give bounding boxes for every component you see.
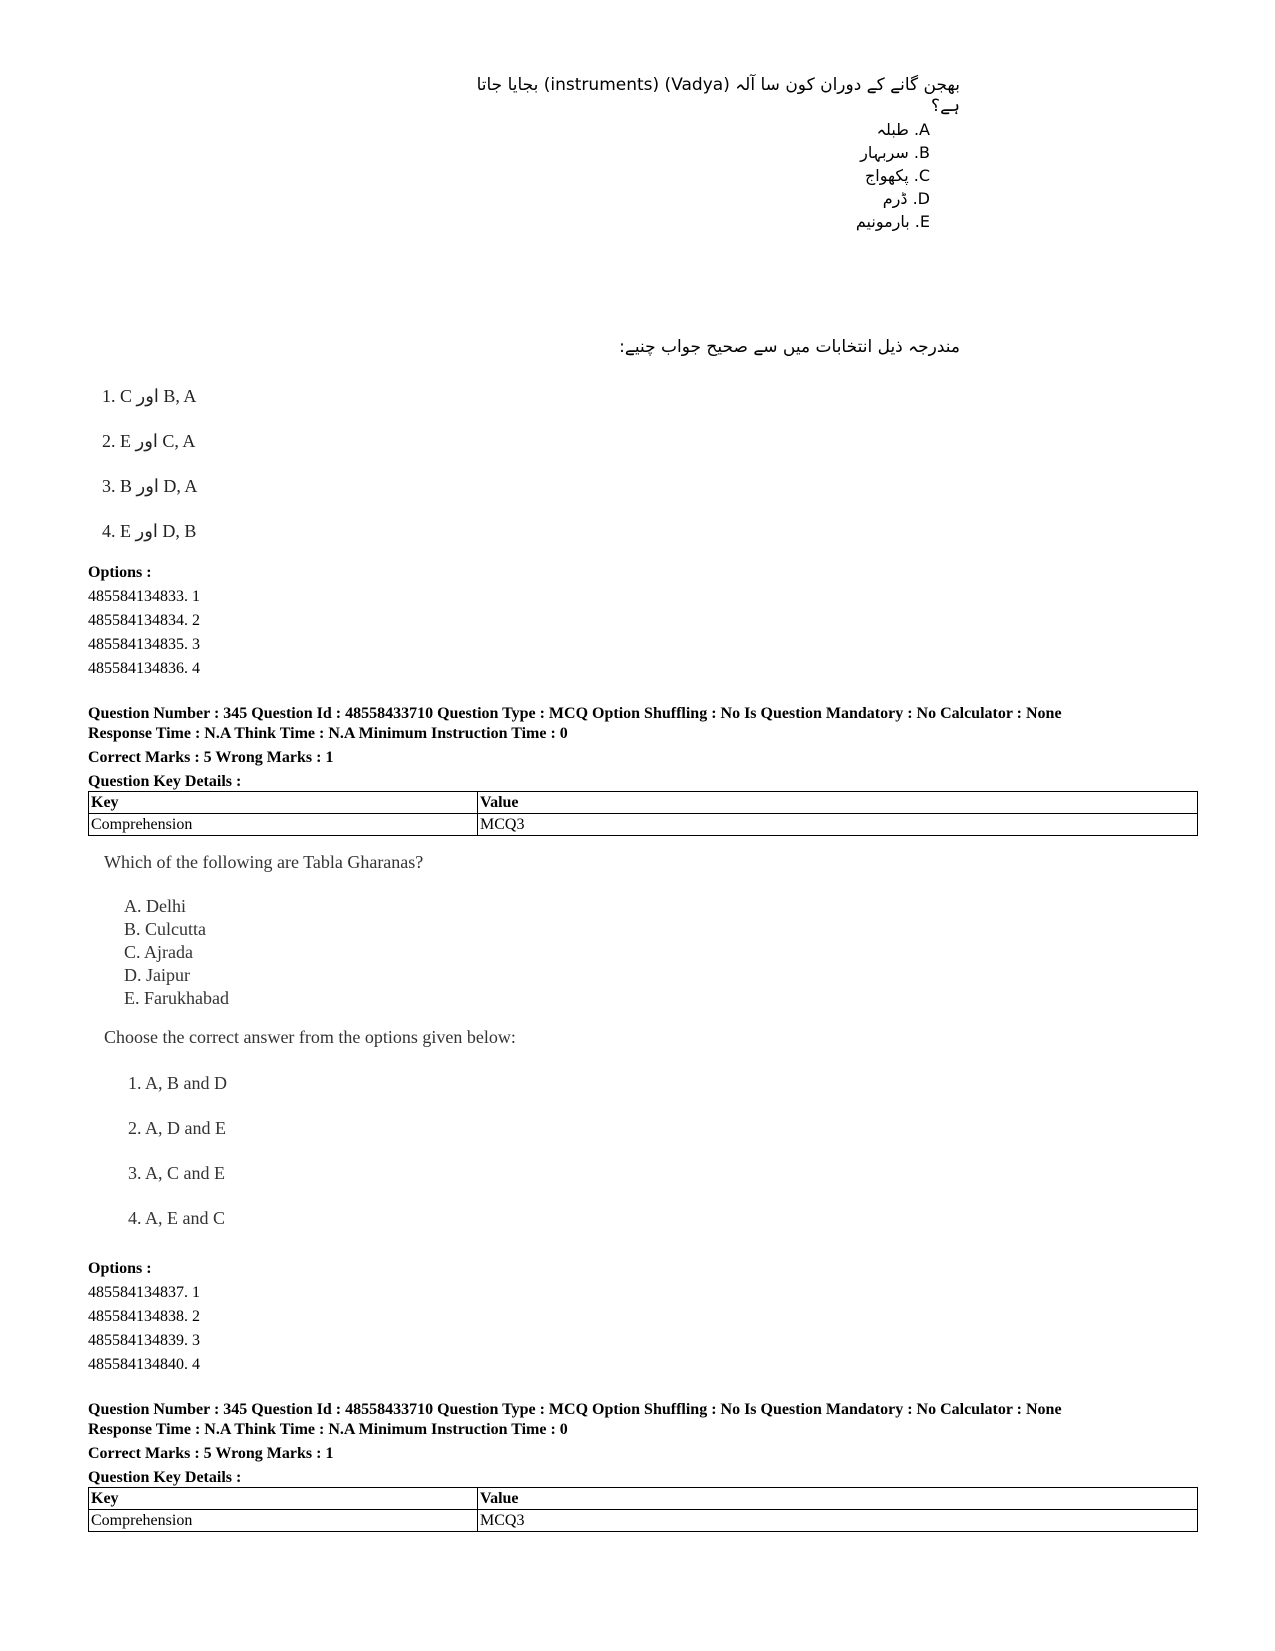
answer-choice: 4. E اور D, B — [102, 521, 197, 541]
marks-line: Correct Marks : 5 Wrong Marks : 1 — [88, 749, 334, 766]
meta-line: Question Number : 345 Question Id : 48558433710 Question Type : MCQ Option Shuffling : No Is Question Mandatory : No Calculator : None — [88, 705, 1062, 722]
key-details-label: Question Key Details : — [88, 773, 242, 790]
question-option-list — [124, 895, 229, 1010]
table-cell-key: Comprehension — [89, 1510, 478, 1532]
meta-line: Response Time : N.A Think Time : N.A Minimum Instruction Time : 0 — [88, 725, 568, 742]
table-header-row — [89, 792, 1198, 814]
answer-choice: 3. A, C and E — [128, 1163, 225, 1183]
question-meta-2 — [88, 1400, 1198, 1488]
answer-choice: 2. E اور C, A — [102, 431, 196, 451]
answer-choice: 4. A, E and C — [128, 1208, 225, 1228]
table-cell-value: MCQ3 — [478, 814, 1198, 836]
key-details-table — [88, 791, 1198, 836]
table-row — [89, 814, 1198, 836]
options-label: Options : — [88, 1260, 152, 1277]
option-id: 485584134836. 4 — [88, 660, 200, 677]
key-details-table-wrap — [88, 791, 1198, 836]
option-id: 485584134839. 3 — [88, 1332, 200, 1349]
answer-choice-list-2 — [128, 1071, 227, 1251]
key-details-table-2 — [88, 1487, 1198, 1532]
option-id: 485584134838. 2 — [88, 1308, 200, 1325]
question-option: A. Delhi — [124, 896, 186, 916]
table-header-row — [89, 1488, 1198, 1510]
table-cell-value: MCQ3 — [478, 1510, 1198, 1532]
question-option: C. Ajrada — [124, 942, 193, 962]
table-cell-key: Comprehension — [89, 814, 478, 836]
urdu-option: C. پکھواج — [864, 166, 930, 185]
option-id: 485584134840. 4 — [88, 1356, 200, 1373]
question-text-urdu: بھجن گانے کے دوران کون سا آلہ (Vadya) (instruments) بجایا جاتا ہے؟ — [476, 75, 960, 116]
option-id: 485584134834. 2 — [88, 612, 200, 629]
answer-choice: 1. A, B and D — [128, 1073, 227, 1093]
meta-line: Question Number : 345 Question Id : 48558433710 Question Type : MCQ Option Shuffling : No Is Question Mandatory : No Calculator : None — [88, 1401, 1062, 1418]
question-meta — [88, 704, 1198, 792]
key-details-label: Question Key Details : — [88, 1469, 242, 1486]
urdu-option: A. طبلہ — [876, 120, 930, 139]
table-header-value: Value — [478, 792, 1198, 814]
option-ids-block — [88, 561, 200, 681]
question-option: E. Farukhabad — [124, 988, 229, 1008]
question-text: Which of the following are Tabla Gharanas? — [104, 852, 424, 872]
answer-choice: 1. C اور B, A — [102, 386, 197, 406]
options-label: Options : — [88, 564, 152, 581]
option-id: 485584134835. 3 — [88, 636, 200, 653]
table-row — [89, 1510, 1198, 1532]
table-header-key: Key — [89, 792, 478, 814]
option-id: 485584134837. 1 — [88, 1284, 200, 1301]
table-header-key: Key — [89, 1488, 478, 1510]
question-option: D. Jaipur — [124, 965, 190, 985]
question-option: B. Culcutta — [124, 919, 206, 939]
answer-choice-list — [102, 384, 197, 564]
option-ids-block-2 — [88, 1257, 200, 1377]
urdu-option-list — [800, 118, 930, 233]
answer-choice: 2. A, D and E — [128, 1118, 226, 1138]
key-details-table-wrap-2 — [88, 1487, 1198, 1532]
meta-line: Response Time : N.A Think Time : N.A Minimum Instruction Time : 0 — [88, 1421, 568, 1438]
answer-choice: 3. B اور D, A — [102, 476, 198, 496]
urdu-option: B. سربہار — [860, 143, 930, 162]
table-header-value: Value — [478, 1488, 1198, 1510]
marks-line: Correct Marks : 5 Wrong Marks : 1 — [88, 1445, 334, 1462]
option-id: 485584134833. 1 — [88, 588, 200, 605]
urdu-option: D. ڈرم — [882, 189, 930, 208]
urdu-option: E. بارمونیم — [855, 212, 930, 231]
answer-prompt: Choose the correct answer from the options given below: — [104, 1027, 516, 1047]
answer-prompt-urdu: مندرجہ ذیل انتخابات میں سے صحیح جواب چنیے: — [619, 337, 960, 357]
